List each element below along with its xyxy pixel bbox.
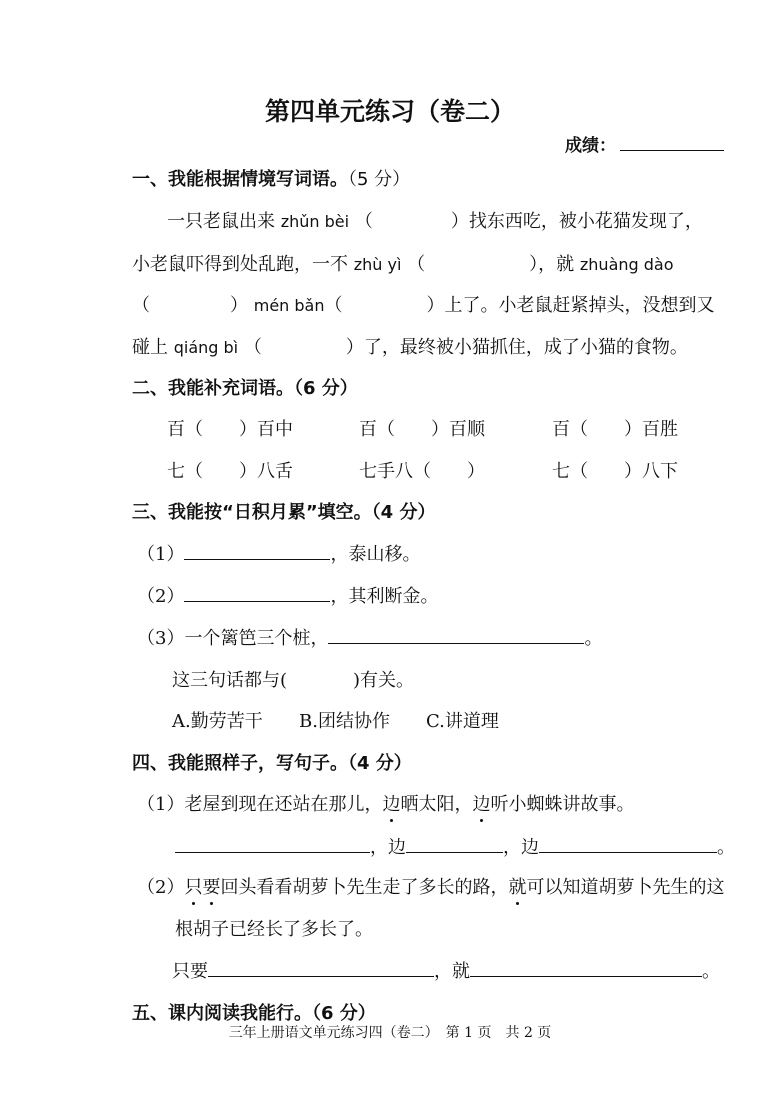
summary-text: 这三句话都与( [172, 670, 288, 691]
answer-line-s4-2b[interactable] [470, 960, 702, 977]
fill-text: 。 [702, 961, 720, 982]
question-text: ，泰山移。 [330, 544, 421, 565]
section-1-heading [132, 165, 410, 191]
summary-text: )有关。 [353, 670, 415, 691]
section-1-title: 一、我能根据情境写词语。 [132, 169, 348, 190]
example-text: 回头看看胡萝卜先生走了多长的路， [220, 877, 509, 898]
s1-line-1 [167, 207, 703, 233]
section-1-points: （5 分） [348, 169, 411, 190]
answer-line-s3-3[interactable] [328, 627, 584, 644]
answer-line-s4-2a[interactable] [208, 960, 434, 977]
s1-text: 碰上 [132, 337, 168, 358]
s1-line-3 [132, 291, 715, 317]
s1-text: ）上了。小老鼠赶紧掉头，没想到又 [426, 295, 715, 316]
s1-line-4 [132, 333, 688, 359]
pinyin-zhuyi: zhù yì [353, 255, 402, 274]
s3-summary [172, 666, 414, 692]
example-text: 可以知道胡萝卜先生的这 [526, 877, 725, 898]
section-4-heading: 四、我能照样子，写句子。（4 分） [132, 753, 412, 774]
idiom-4: 七（ ）八舌 [167, 461, 293, 482]
option-a: A.勤劳苦干 [172, 711, 263, 732]
s3-question-2 [137, 582, 438, 608]
idiom-5: 七手八（ ） [359, 461, 485, 482]
question-number: （2） [137, 877, 185, 898]
fill-text: ，边 [503, 837, 539, 858]
option-b: B.团结协作 [299, 711, 390, 732]
question-number: （2） [137, 586, 185, 607]
s1-text: ）了，最终被小猫抓住，成了小猫的食物。 [345, 337, 688, 358]
s1-text: 小老鼠吓得到处乱跑，一不 [132, 254, 348, 275]
answer-line-s4-1b[interactable] [406, 836, 503, 853]
question-text: 。 [584, 628, 603, 649]
s3-question-3 [137, 624, 602, 650]
section-5-heading: 五、课内阅读我能行。（6 分） [132, 1003, 376, 1024]
s3-question-1 [137, 540, 420, 566]
pinyin-qiangbi: qiáng bì [173, 338, 239, 357]
score-label: 成绩： [565, 136, 616, 156]
paren-open: （ [132, 295, 150, 316]
score-blank[interactable] [620, 136, 724, 151]
example-text: 听小蜘蛛讲故事。 [490, 794, 635, 815]
s4-example-2 [137, 873, 724, 899]
emphasis-char: 要 [202, 877, 221, 898]
score-field[interactable] [565, 131, 724, 156]
question-number: （1） [137, 794, 185, 815]
answer-line-s3-2[interactable] [184, 585, 330, 602]
page-title: 第四单元练习（卷二） [264, 97, 515, 126]
section-2-heading: 二、我能补充词语。（6 分） [132, 378, 358, 399]
answer-line-s4-1c[interactable] [539, 836, 717, 853]
idiom-1: 百（ ）百中 [167, 419, 293, 440]
answer-line-s4-1a[interactable] [175, 836, 370, 853]
page-footer: 三年上册语文单元练习四（卷二） 第 1 页 共 2 页 [228, 1025, 552, 1041]
s1-text: 找东西吃，被小花猫发现了， [468, 211, 703, 232]
pinyin-zhunbei: zhǔn bèi [280, 212, 350, 231]
pinyin-menban: mén bǎn [253, 296, 325, 315]
paren-open: （ [324, 295, 343, 316]
idiom-2: 百（ ）百顺 [359, 419, 485, 440]
s4-example-1 [137, 790, 634, 816]
question-number: （1） [137, 544, 185, 565]
fill-text: 只要 [172, 961, 208, 982]
fill-text: 。 [717, 837, 735, 858]
s4-fill-2 [172, 957, 720, 983]
example-text: 晒太阳， [400, 794, 473, 815]
idiom-3: 百（ ）百胜 [552, 419, 678, 440]
section-3-heading: 三、我能按“日积月累”填空。（4 分） [132, 502, 436, 523]
emphasis-char: 边 [472, 794, 491, 815]
s4-fill-1 [175, 833, 735, 859]
fill-text: ，边 [370, 837, 406, 858]
s4-example-2-cont: 根胡子已经长了多长了。 [175, 919, 373, 940]
paren-open: （ [243, 337, 262, 358]
emphasis-char: 只 [184, 877, 203, 898]
paren-close: ） [230, 295, 248, 316]
emphasis-char: 边 [382, 794, 401, 815]
paren-open: （ [354, 211, 373, 232]
s1-line-2 [132, 250, 674, 276]
option-c: C.讲道理 [426, 711, 499, 732]
paren-close: ），就 [529, 254, 575, 275]
emphasis-char: 就 [508, 877, 527, 898]
s1-text: 一只老鼠出来 [167, 211, 275, 232]
paren-open: （ [407, 254, 426, 275]
answer-line-s3-1[interactable] [184, 543, 330, 560]
idiom-6: 七（ ）八下 [552, 461, 678, 482]
pinyin-zhuangdao: zhuàng dào [579, 255, 674, 274]
question-text: ，其利断金。 [330, 586, 439, 607]
question-text: （3）一个篱笆三个桩， [137, 628, 329, 649]
fill-text: ，就 [434, 961, 470, 982]
example-text: 老屋到现在还站在那儿， [184, 794, 383, 815]
paren-close: ） [450, 211, 469, 232]
